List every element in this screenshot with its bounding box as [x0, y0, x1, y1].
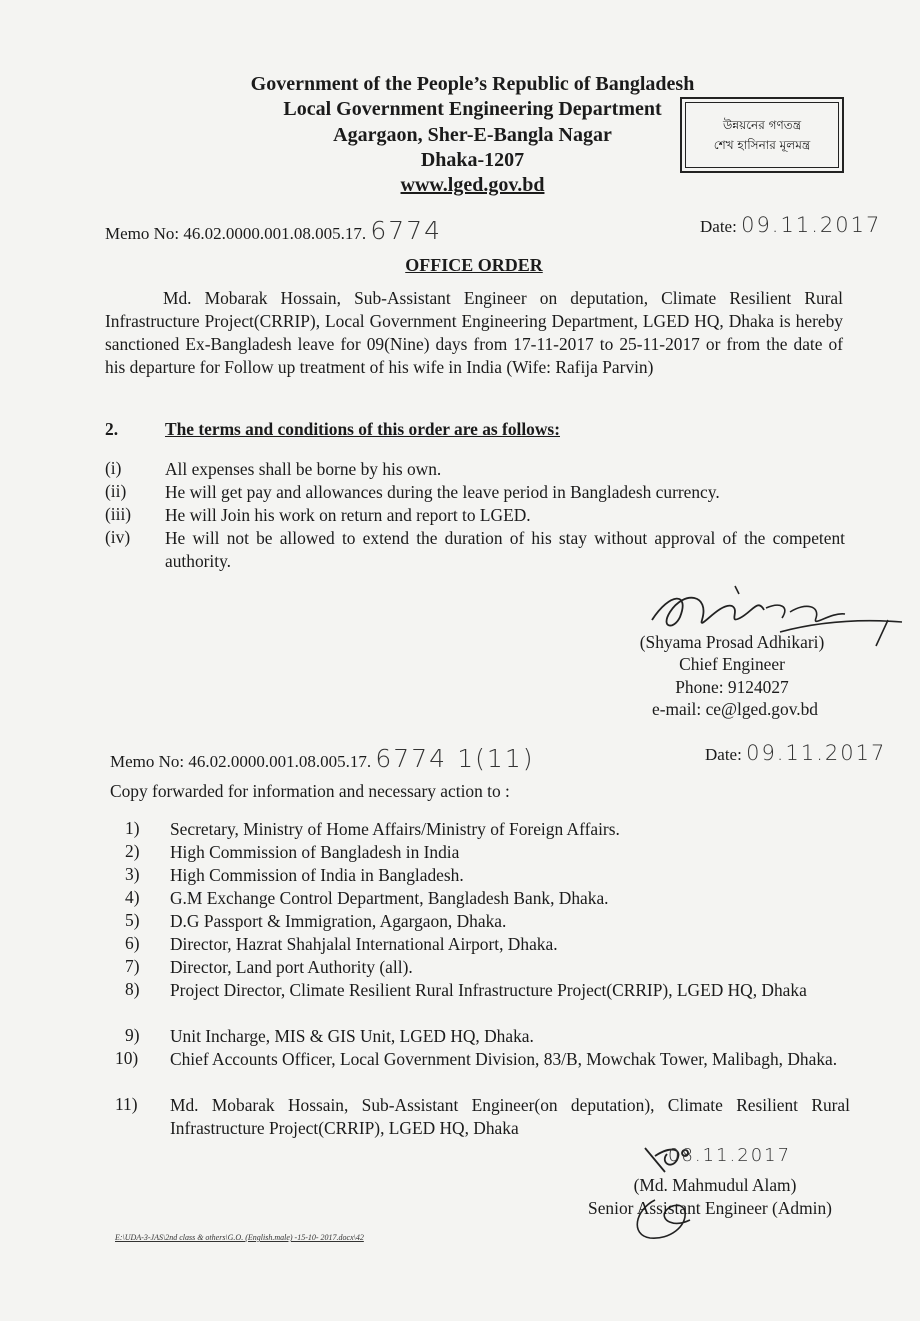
memo-number-2 — [110, 744, 535, 773]
copy-forward-intro: Copy forwarded for information and necessary action to : — [110, 781, 510, 801]
memo-handwritten-number: 6774 — [370, 216, 443, 245]
header-website-link[interactable]: www.lged.gov.bd — [400, 174, 545, 196]
term-number: (ii) — [105, 481, 127, 501]
handwritten-sign-date: 08.11.2017 — [668, 1145, 792, 1166]
memo-label: Memo No: 46.02.0000.001.08.005.17. — [110, 752, 372, 771]
copy-item-text: Director, Hazrat Shahjalal International Airport, Dhaka. — [170, 934, 558, 954]
memo-date-1 — [700, 213, 881, 237]
copy-item-text: Director, Land port Authority (all). — [170, 957, 413, 977]
copy-item-number: 1) — [125, 818, 140, 838]
copy-item-number: 2) — [125, 841, 140, 861]
copy-item-number: 3) — [125, 864, 140, 884]
term-number: (iii) — [105, 504, 132, 524]
signatory-2-name: (Md. Mahmudul Alam) — [633, 1175, 797, 1195]
signatory-2-designation: Senior Assistant Engineer (Admin) — [588, 1198, 832, 1218]
copy-item-text: Project Director, Climate Resilient Rural Infrastructure Project(CRRIP), LGED HQ, Dhaka — [170, 980, 807, 1000]
term-number: (i) — [105, 458, 122, 478]
copy-item-number: 8) — [125, 979, 140, 999]
copy-item-number: 7) — [125, 956, 140, 976]
header-department: Local Government Engineering Department — [283, 98, 662, 120]
copy-item-text: Secretary, Ministry of Home Affairs/Ministry of Foreign Affairs. — [170, 819, 620, 839]
slogan-stamp — [680, 97, 844, 173]
header-government: Government of the People’s Republic of Bangladesh — [250, 73, 695, 95]
signatory-1-phone: Phone: 9124027 — [675, 677, 789, 697]
signatory-1-name: (Shyama Prosad Adhikari) — [639, 632, 825, 652]
signatory-1-email[interactable]: e-mail: ce@lged.gov.bd — [651, 699, 819, 719]
copy-item-number: 9) — [125, 1025, 140, 1045]
copy-item-text: Chief Accounts Officer, Local Government Division, 83/B, Mowchak Tower, Malibagh, Dhaka. — [170, 1049, 838, 1069]
handwritten-date: 09.11.2017 — [741, 213, 882, 237]
term-text: All expenses shall be borne by his own. — [165, 459, 442, 479]
stamp-line-1: উন্নয়নের গণতন্ত্র — [722, 118, 802, 132]
document-title: OFFICE ORDER — [405, 255, 543, 275]
handwritten-date: 09.11.2017 — [746, 741, 887, 765]
terms-number: 2. — [105, 419, 119, 439]
copy-item-text: Md. Mobarak Hossain, Sub-Assistant Engineer(on deputation), Climate Resilient Rural Infrastructure Project(CRRIP), LGED HQ, Dhaka — [170, 1095, 850, 1138]
copy-item-number: 6) — [125, 933, 140, 953]
copy-item-text: Unit Incharge, MIS & GIS Unit, LGED HQ, Dhaka. — [170, 1026, 534, 1046]
copy-item-text: G.M Exchange Control Department, Bangladesh Bank, Dhaka. — [170, 888, 609, 908]
term-number: (iv) — [105, 527, 131, 547]
copy-item-number: 10) — [115, 1048, 139, 1068]
header-address: Agargaon, Sher-E-Bangla Nagar — [333, 124, 612, 146]
memo-number-1 — [105, 216, 442, 245]
copy-item-number: 4) — [125, 887, 140, 907]
body-paragraph: Md. Mobarak Hossain, Sub-Assistant Engineer on deputation, Climate Resilient Rural Infrastructure Project(CRRIP), Local Government Engineering Department, LGED HQ, Dhaka is hereby sanctioned Ex-Bangladesh leave for 09(Nine) days from 17-11-2017 to 25-11-2017 or from the date of his departure for Follow up treatment of his wife in India (Wife: Rafija Parvin) — [105, 288, 843, 377]
date-label: Date: — [705, 745, 742, 764]
term-text: He will Join his work on return and report to LGED. — [165, 505, 531, 525]
memo-date-2 — [705, 741, 886, 765]
header-city: Dhaka-1207 — [420, 149, 525, 171]
terms-heading: The terms and conditions of this order are as follows: — [165, 419, 560, 439]
copy-item-text: D.G Passport & Immigration, Agargaon, Dhaka. — [170, 911, 507, 931]
memo-handwritten-number: 6774 — [375, 744, 448, 773]
copy-item-number: 11) — [115, 1094, 138, 1114]
copy-item-text: High Commission of India in Bangladesh. — [170, 865, 464, 885]
memo-label: Memo No: 46.02.0000.001.08.005.17. — [105, 224, 367, 243]
signatory-1-designation: Chief Engineer — [679, 654, 785, 674]
term-text: He will get pay and allowances during the leave period in Bangladesh currency. — [165, 482, 720, 502]
term-text: He will not be allowed to extend the duration of his stay without approval of the competent authority. — [165, 528, 845, 571]
copy-item-number: 5) — [125, 910, 140, 930]
footer-file-path: E:\UDA-3-JAS\2nd class & others\G.O. (English.male) -15-10- 2017.docx\42 — [115, 1233, 364, 1242]
copy-item-text: High Commission of Bangladesh in India — [170, 842, 460, 862]
date-label: Date: — [700, 217, 737, 236]
memo-copy-count: 1(11) — [457, 744, 535, 773]
stamp-line-2: শেখ হাসিনার মূলমন্ত্র — [713, 138, 811, 152]
